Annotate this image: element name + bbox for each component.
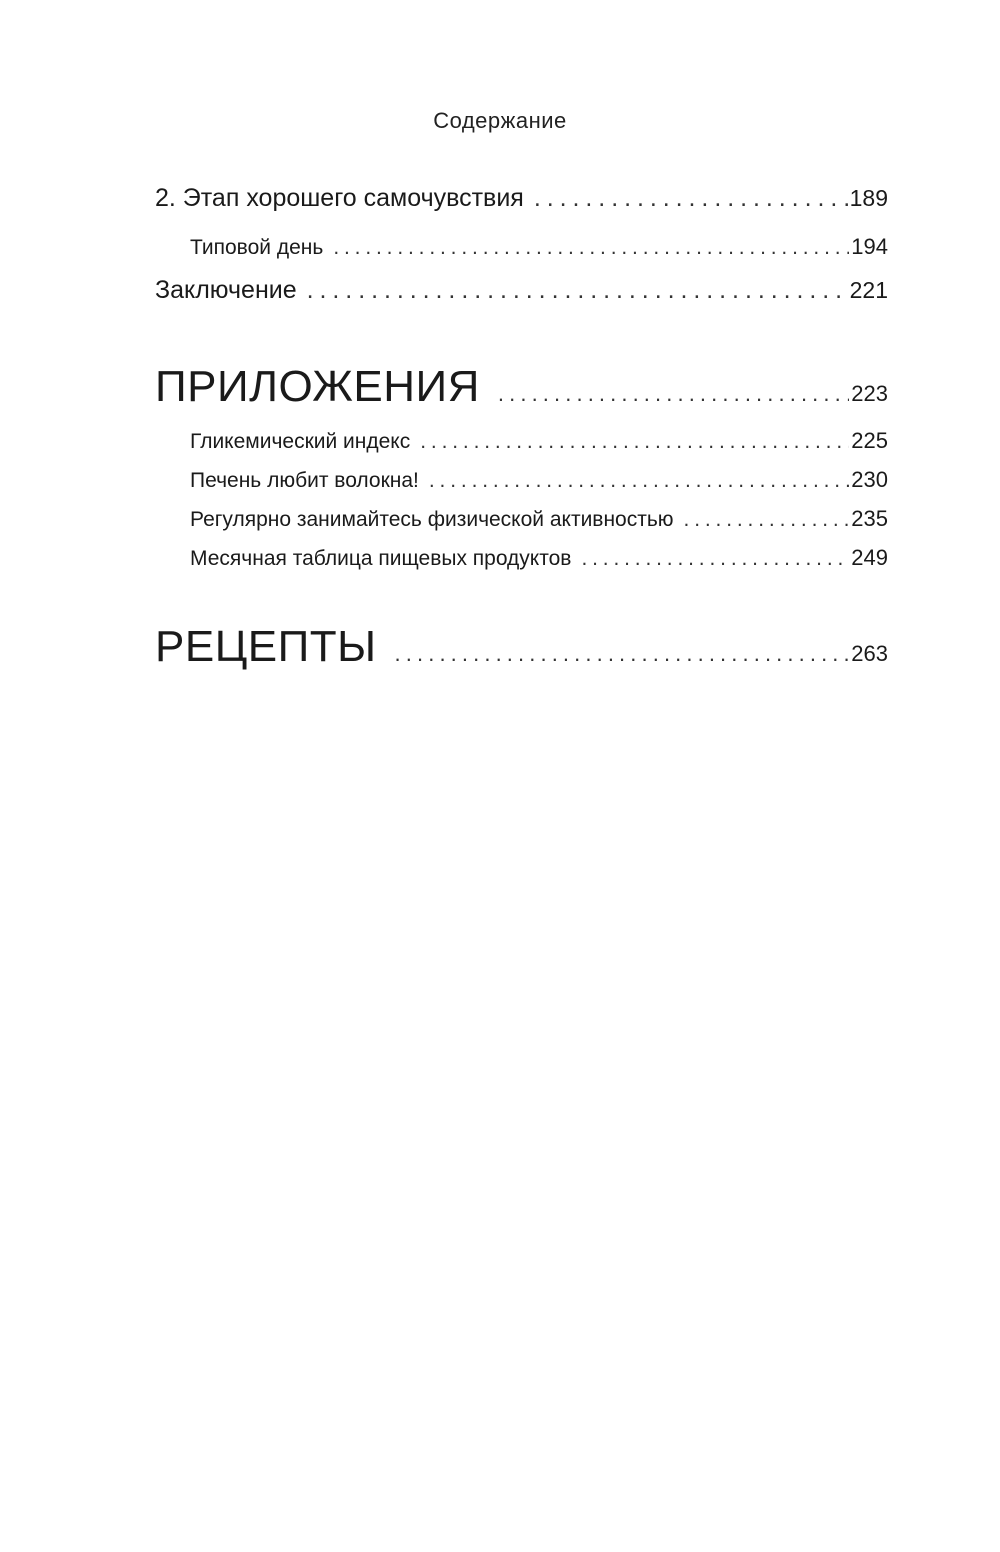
dot-leader <box>684 508 850 532</box>
toc-entry-glycemic-index[interactable] <box>155 428 888 454</box>
dot-leader <box>307 276 848 305</box>
toc-entry-conclusion[interactable] <box>155 276 888 305</box>
toc-page-number: 230 <box>851 467 888 492</box>
toc-entry-liver-loves-fiber[interactable] <box>155 467 888 493</box>
toc-page-number: 189 <box>849 185 888 211</box>
dot-leader <box>333 236 849 260</box>
toc-entry-good-wellbeing-stage[interactable] <box>155 184 888 213</box>
toc-entry-label: Печень любит волокна! <box>190 469 419 492</box>
toc-page-number: 249 <box>851 545 888 570</box>
toc-entry-label: Типовой день <box>190 236 324 259</box>
toc-page-number: 223 <box>851 381 888 406</box>
toc-page-number: 225 <box>851 428 888 453</box>
dot-leader <box>420 430 849 454</box>
toc-entry-label: Заключение <box>155 276 297 304</box>
toc-page-number: 221 <box>849 277 888 303</box>
toc-page-number: 194 <box>851 234 888 259</box>
toc-entry-appendices[interactable] <box>155 362 888 412</box>
toc-entry-label: Месячная таблица пищевых продуктов <box>190 547 572 570</box>
toc-entry-typical-day[interactable] <box>155 234 888 260</box>
toc-page-number: 263 <box>851 641 888 666</box>
toc-entry-physical-activity[interactable] <box>155 506 888 532</box>
toc-entry-monthly-food-table[interactable] <box>155 545 888 571</box>
dot-leader <box>581 547 849 571</box>
toc-entry-label: ПРИЛОЖЕНИЯ <box>155 362 480 411</box>
dot-leader <box>429 469 849 493</box>
toc-entry-label: 2. Этап хорошего самочувствия <box>155 184 524 212</box>
dot-leader <box>534 184 848 213</box>
toc-entry-recipes[interactable] <box>155 622 888 672</box>
toc-entry-label: Гликемический индекс <box>190 430 411 453</box>
running-head: Содержание <box>433 108 567 133</box>
toc-entry-label: Регулярно занимайтесь физической активностью <box>190 508 674 531</box>
toc-entry-label: РЕЦЕПТЫ <box>155 622 377 671</box>
dot-leader <box>395 641 850 667</box>
toc-page-number: 235 <box>851 506 888 531</box>
dot-leader <box>498 381 849 407</box>
